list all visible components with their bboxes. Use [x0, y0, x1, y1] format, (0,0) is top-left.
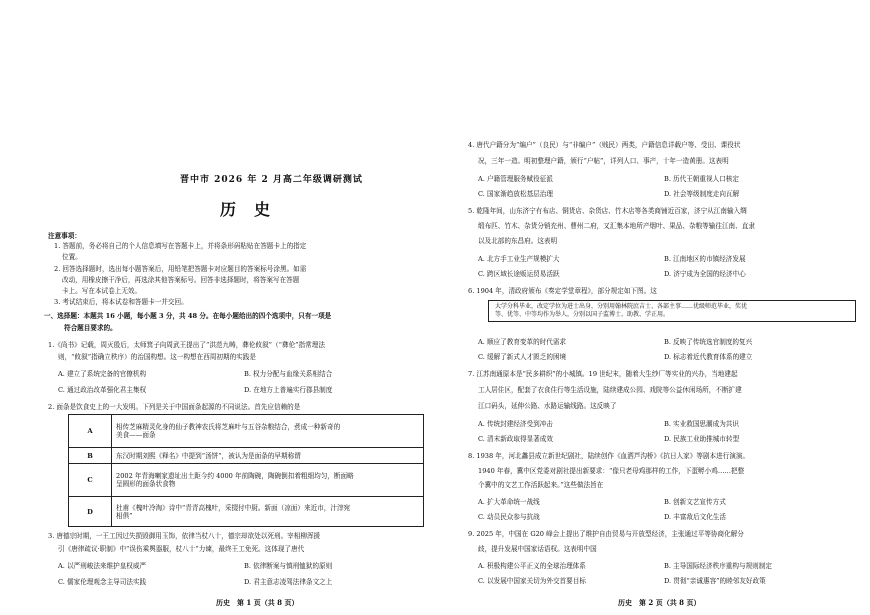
option: C. 儒家伦理观念主导司法实践 — [58, 578, 147, 586]
option: C. 跨区域长途贩运贸易活跃 — [478, 270, 560, 278]
option: C. 通过政治改革强化君主集权 — [58, 386, 147, 394]
table-row — [69, 448, 424, 464]
option: C. 以发展中国家关切为外交首要目标 — [478, 577, 586, 585]
option: A. 扩大革命统一战线 — [478, 498, 540, 506]
row-text — [112, 497, 424, 527]
notice-line: 3. 考试结束后，将本试卷和答题卡一并交回。 — [54, 298, 188, 306]
option: C. 缓解了新式人才匮乏的困境 — [478, 353, 567, 361]
row-text-line: 东汉时期刘熙《释名》中提到“汤饼”，被认为是面条的早期称谓 — [116, 451, 301, 460]
option: B. 反映了传统选官制度的复兴 — [664, 338, 753, 346]
question-stem: 5. 乾隆年间，山东济宁有布店、铜货店、杂货店、竹木店等各类商铺近百家，济宁从江南输入绸 — [468, 207, 747, 215]
question-stem: 歧，提升发展中国家话语权。这表明中国 — [478, 545, 597, 553]
question-stem: 以及北部的东昌府。这表明 — [478, 237, 558, 245]
row-key: A — [69, 415, 112, 448]
question-stem: 工人居住区，配套了衣食住行等生活设施，陆续建成公园、戏院等公益休闲场所，不断扩建 — [478, 386, 742, 394]
row-text — [112, 415, 424, 448]
question-stem: 9. 2025 年，中国在 G20 峰会上提出了维护自由贸易与开放型经济，主张通过平等协商化解分 — [468, 530, 744, 538]
row-text-line: 美食——面条 — [116, 431, 156, 439]
notice-line: 2. 回答选择题时，选出每小题答案后，用铅笔把答题卡对应题目的答案标号涂黑。如需 — [54, 265, 307, 273]
question-stem: 6. 1904 年，清政府颁布《奏定学堂章程》，部分规定如下图。这 — [468, 287, 657, 295]
question-stem: 7. 江苏南通原本是“民多耕织”的小城镇。19 世纪末，随着大生纱厂等实业的兴办，当地建起 — [468, 370, 738, 378]
row-text-line: 相俱” — [116, 511, 133, 520]
exam-title: 晋中市 2026 年 2 月高二年级调研测试 — [180, 175, 363, 185]
option: A. 建立了系统完备的官僚机构 — [58, 370, 147, 378]
notice-line: 位置。 — [62, 253, 82, 261]
row-key: B — [69, 448, 112, 464]
option: C. 动员民众参与抗战 — [478, 513, 540, 521]
option: A. 北方手工业生产规模扩大 — [478, 255, 560, 263]
row-text-line: 2002 年青海喇家遗址出土距今约 4000 年前陶碗，陶碗倒扣着粗细均匀，断面略 — [116, 472, 354, 480]
subject-title: 历史 — [220, 200, 289, 219]
table-row — [69, 415, 424, 448]
question-stem: 引《唐律疏议·职制》中“误伤乘舆器服，杖八十”力谏，最终王工免死。这体现了唐代 — [58, 545, 305, 553]
question-stem: 则，“攸叙”指确立秩序）的治国构想。这一构想在西周初期的实践是 — [58, 353, 256, 361]
table-row — [69, 464, 424, 497]
page-footer: 历史 第 2 页（共 8 页） — [618, 598, 701, 607]
option: A. 积极构建公平正义的全球治理体系 — [478, 562, 586, 570]
section-heading: 一、选择题：本题共 16 小题，每小题 3 分，共 48 分。在每小题给出的四个选项中，只有一项是 — [44, 312, 332, 320]
option: C. 国家渐趋放松基层治理 — [478, 190, 553, 198]
option: D. 丰富敌后文化生活 — [664, 513, 726, 521]
question-stem: 3. 唐德宗时期，一王工因过失损毁御用玉饰，依律当杖八十，德宗却欲处以死刑。宰相柳浑援 — [48, 532, 321, 540]
option: D. 社会等级制度走向瓦解 — [664, 190, 740, 198]
notice-line: 卡上。写在本试卷上无效。 — [62, 287, 142, 295]
row-text-line: 相传芝麻精灵化身的仙子教神农氏将芝麻叶与五谷杂粮结合，煮成一种新奇的 — [116, 423, 341, 431]
row-key: D — [69, 497, 112, 527]
notice-line: 改动，用橡皮擦干净后，再选涂其他答案标号。回答非选择题时，将答案写在答题 — [62, 276, 300, 284]
page-footer: 历史 第 1 页（共 8 页） — [216, 598, 299, 607]
option: B. 实业救国思潮成为共识 — [664, 420, 739, 428]
option: B. 历代王朝重视人口核定 — [664, 175, 739, 183]
option: D. 在地方上普遍实行郡县制度 — [244, 386, 333, 394]
option: D. 贯彻“亲诚惠容”的睦邻友好政策 — [664, 577, 766, 585]
question-stem: 2. 面条是饮食史上的一大发明。下列是关于中国面条起源的不同说法。首先应信赖的是 — [48, 403, 301, 411]
option: D. 君主意志凌驾法律条文之上 — [244, 578, 333, 586]
option: B. 主导国际经济秩序重构与规则制定 — [664, 562, 772, 570]
source-box — [488, 300, 856, 322]
row-key: C — [69, 464, 112, 497]
option: A. 顺应了教育变革的时代需求 — [478, 338, 567, 346]
option: D. 济宁成为全国的经济中心 — [664, 270, 746, 278]
notice-title: 注意事项： — [48, 232, 81, 240]
question-stem: 1.《尚书》记载，周灭殷后，太师箕子向周武王提出了“洪范九畴，彝伦攸叙”（“彝伦”指常理法 — [48, 341, 325, 349]
question-stem: 缎布匹、竹木、杂货分销充州、曹州二府，又汇集本地所产烟叶、果品、杂粮等输往江南、直隶 — [478, 222, 755, 230]
source-line: 大学分科毕业，改定学位为进士出身，分别用翰林院庶吉士、各部主事……优级师范毕业，奖优 — [495, 303, 748, 310]
option: D. 民族工业助推城市转型 — [664, 435, 740, 443]
table-row — [69, 497, 424, 527]
row-text — [112, 448, 424, 464]
option: B. 创新文艺宣传方式 — [664, 498, 726, 506]
row-text-line: 呈圆形的面条状食物 — [116, 480, 176, 488]
question-stem: 江口码头，延伸公路、水路运输线路。这反映了 — [478, 402, 617, 410]
option: A. 以严刑峻法来维护皇权威严 — [58, 562, 147, 570]
question-stem: 4. 唐代户籍分为“编户”（良民）与“非编户”（贱民）两类，户籍信息详载户等、受田、课役状 — [468, 141, 741, 149]
section-heading: 符合题目要求的。 — [64, 324, 117, 332]
notice-line: 1. 答题前，务必将自己的个人信息填写在答题卡上，并将条形码粘贴在答题卡上的指定 — [54, 242, 307, 250]
source-line: 等、优等、中等均作为举人，分别以国子监博士、助教、学正用。 — [495, 311, 670, 318]
option: B. 权力分配与血缘关系相结合 — [244, 370, 333, 378]
option: A. 传统封建经济受到冲击 — [478, 420, 553, 428]
row-text-line: 杜甫《槐叶冷淘》诗中“青青高槐叶，采掇付中厨。新面（凉面）来近市，汁滓宛 — [116, 503, 351, 512]
question-stem: 个冀中的文艺工作活跃起来。”这些做法旨在 — [478, 481, 604, 489]
sources-table — [68, 414, 424, 527]
question-stem: 1940 年春，冀中区党委对剧社提出新要求：“像只老母鸡那样的工作，下蛋孵小鸡……把整 — [478, 467, 745, 475]
option: C. 清末新政取得显著成效 — [478, 435, 553, 443]
row-text — [112, 464, 424, 497]
question-stem: 8. 1938 年，河北蠡县成立新世纪剧社，陆续创作《血洒芦沟桥》《抗日人家》等剧本进行演演。 — [468, 452, 750, 460]
option: B. 江南地区的市镇经济发展 — [664, 255, 746, 263]
option: B. 依律断案与慎刑恤狱的原则 — [244, 562, 333, 570]
option: A. 户籍管理服务赋役征派 — [478, 175, 553, 183]
question-stem: 况，三年一造。明初整理户籍，颁行“户帖”，详列人口、事产，十年一造黄册。这表明 — [478, 157, 729, 165]
option: D. 标志着近代教育体系的建立 — [664, 353, 753, 361]
